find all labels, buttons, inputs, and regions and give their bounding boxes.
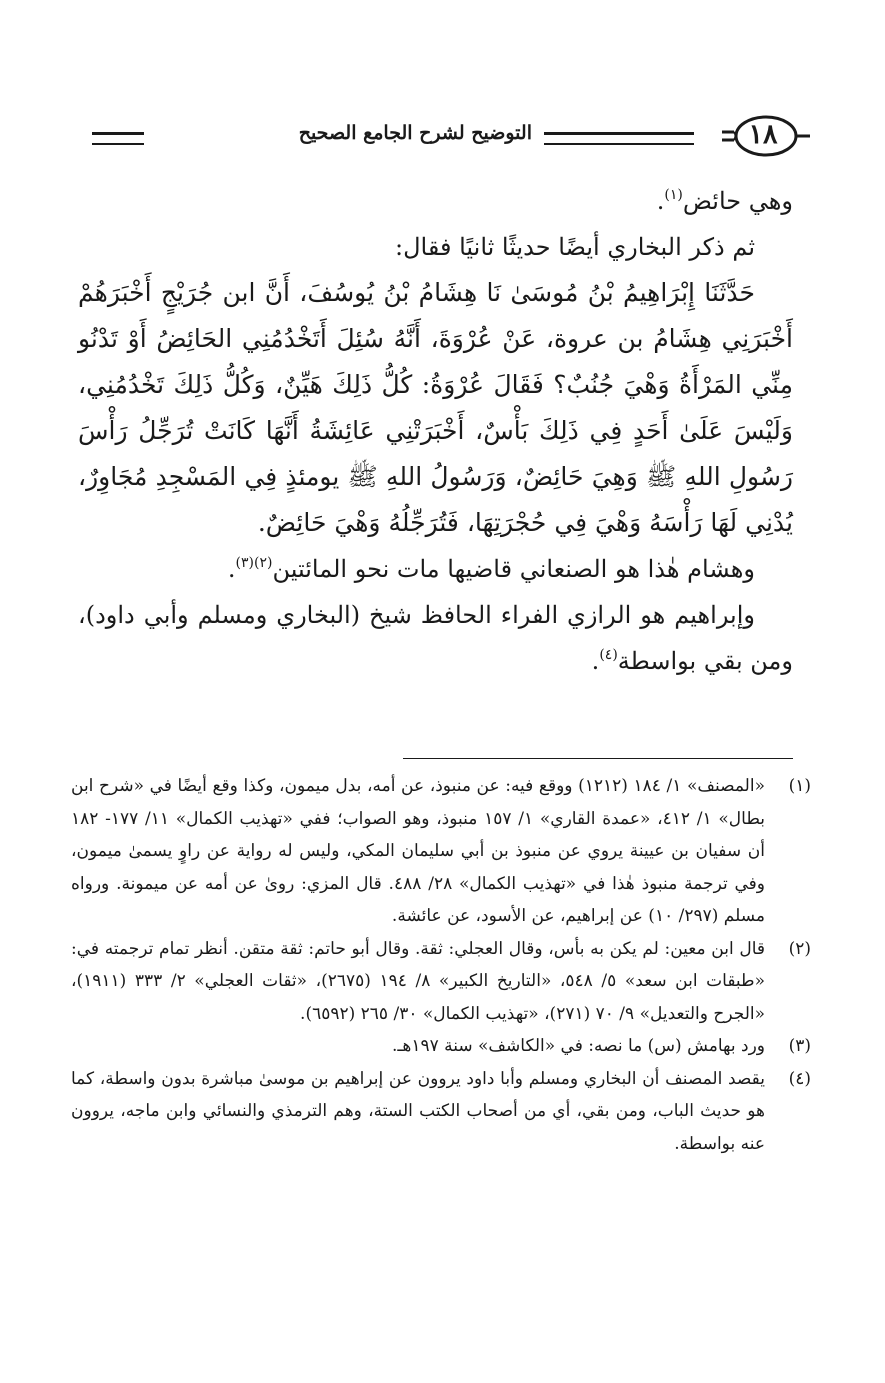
running-title: التوضيح لشرح الجامع الصحيح (298, 122, 532, 144)
running-header (92, 112, 812, 160)
paragraph-3-end: . (227, 555, 236, 583)
footnote-number: (٢) (788, 938, 811, 959)
footnote-2 (71, 933, 811, 1031)
header-rule-right (544, 132, 694, 145)
footnote-number: (٤) (788, 1068, 811, 1089)
footnote-text: يقصد المصنف أن البخاري ومسلم وأبا داود يروون عن إبراهيم بن موسىٰ مباشرة بدون واسطة، كما هو حديث الباب، ومن بقي، أي من أصحاب الكتب الستة، وهم الترمذي والنسائي وابن ماجه، يروون عنه بواسطة. (71, 1068, 765, 1154)
paragraph-1-end: . (656, 187, 665, 215)
paragraph-1 (78, 178, 793, 224)
footnote-text: قال ابن معين: لم يكن به بأس، وقال العجلي: ثقة. وقال أبو حاتم: ثقة متقن. أنظر تمام ترجمته في: «طبقات ابن سعد» ٥/ ٥٤٨، «التاريخ الكبير» ٨/ ١٩٤ (٢٦٧٥)، «ثقات العجلي» ٢/ ٣٣٣ (١٩١١)، «الجرح والتعديل» ٩/ ٧٠ (٢٧١)، «تهذيب الكمال» ٣٠/ ٢٦٥ (٦٥٩٢). (71, 938, 765, 1024)
header-rule-left (92, 132, 144, 145)
paragraph-3 (78, 546, 793, 592)
footnote-number: (٣) (788, 1036, 811, 1056)
footnotes (71, 770, 811, 1160)
main-text (78, 178, 793, 684)
footnote-number: (١) (788, 776, 811, 796)
footnote-text: ورد بهامش (س) ما نصه: في «الكاشف» سنة ١٩٧هـ. (391, 1036, 765, 1056)
footnote-separator (403, 758, 793, 759)
paragraph-3-text: وهشام هٰذا هو الصنعاني قاضيها مات نحو المائتين (272, 555, 755, 583)
paragraph-2: ثم ذكر البخاري أيضًا حديثًا ثانيًا فقال: (395, 233, 755, 261)
paragraph-4-text: وإبراهيم هو الرازي الفراء الحافظ شيخ (البخاري ومسلم وأبي داود)، ومن بقي بواسطة (78, 601, 793, 675)
paragraph-4 (78, 592, 793, 684)
paragraph-4-end: . (591, 647, 600, 675)
page-number-badge (720, 112, 812, 160)
footnote-text: «المصنف» ١/ ١٨٤ (١٢١٢) ووقع فيه: عن منبوذ، عن أمه، بدل ميمون، وكذا وقع أيضًا في «شرح ابن بطال» ١/ ٤١٢، «عمدة القاري» ١/ ١٥٧ منبوذ، وهو الصواب؛ ففي «تهذيب الكمال» ١١/ ١٧٧- ١٨٢ أن سفيان بن عيينة يروي عن منبوذ بن أبي سليمان المكي، وليس له رواية عن راوٍ يسمىٰ ميمون، وفي ترجمة منبوذ هٰذا في «تهذيب الكمال» ٢٨/ ٤٨٨. قال المزي: روىٰ عن أمه عن ميمونة. ورواه مسلم (٢٩٧/ ١٠) عن إبراهيم، عن الأسود، عن عائشة. (71, 776, 766, 926)
page-number: ١٨ (748, 119, 778, 150)
hadith-text: حَدَّثَنَا إِبْرَاهِيمُ بْنُ مُوسَىٰ نَا هِشَامُ بْنُ يُوسُفَ، أَنَّ ابن جُرَيْجٍ أَخْبَرَهُمْ أَخْبَرَنِي هِشَامُ بن عروة، عَنْ عُرْوَةَ، أَنَّهُ سُئِلَ أَتَخْدُمُنِي الحَائِضُ أَوْ تَدْنُو مِنِّي المَرْأَةُ وَهْيَ جُنُبٌ؟ فَقَالَ عُرْوَةُ: كُلُّ ذَلِكَ هَيِّنٌ، وَكُلُّ ذَلِكَ تَخْدُمُنِي، وَلَيْسَ عَلَىٰ أَحَدٍ فِي ذَلِكَ بَأْسٌ، أَخْبَرَتْنِي عَائِشَةُ أَنَّهَا كَانَتْ تُرَجِّلُ رَأْسَ رَسُولِ اللهِ ﷺ وَهِيَ حَائِضٌ، وَرَسُولُ اللهِ ﷺ يومئذٍ فِي المَسْجِدِ مُجَاوِرٌ، يُدْنِي لَهَا رَأْسَهُ وَهْيَ فِي حُجْرَتِهَا، فَتُرَجِّلُهُ وَهْيَ حَائِضٌ. (78, 278, 793, 537)
footnote-ref-1: (١) (664, 187, 683, 203)
footnote-3 (71, 1030, 811, 1063)
footnote-1 (71, 770, 811, 933)
footnote-ref-2-3: (٢)(٣) (235, 555, 273, 571)
paragraph-1-text: وهي حائض (682, 187, 793, 215)
footnote-4 (71, 1063, 811, 1161)
footnote-ref-4: (٤) (599, 647, 618, 663)
